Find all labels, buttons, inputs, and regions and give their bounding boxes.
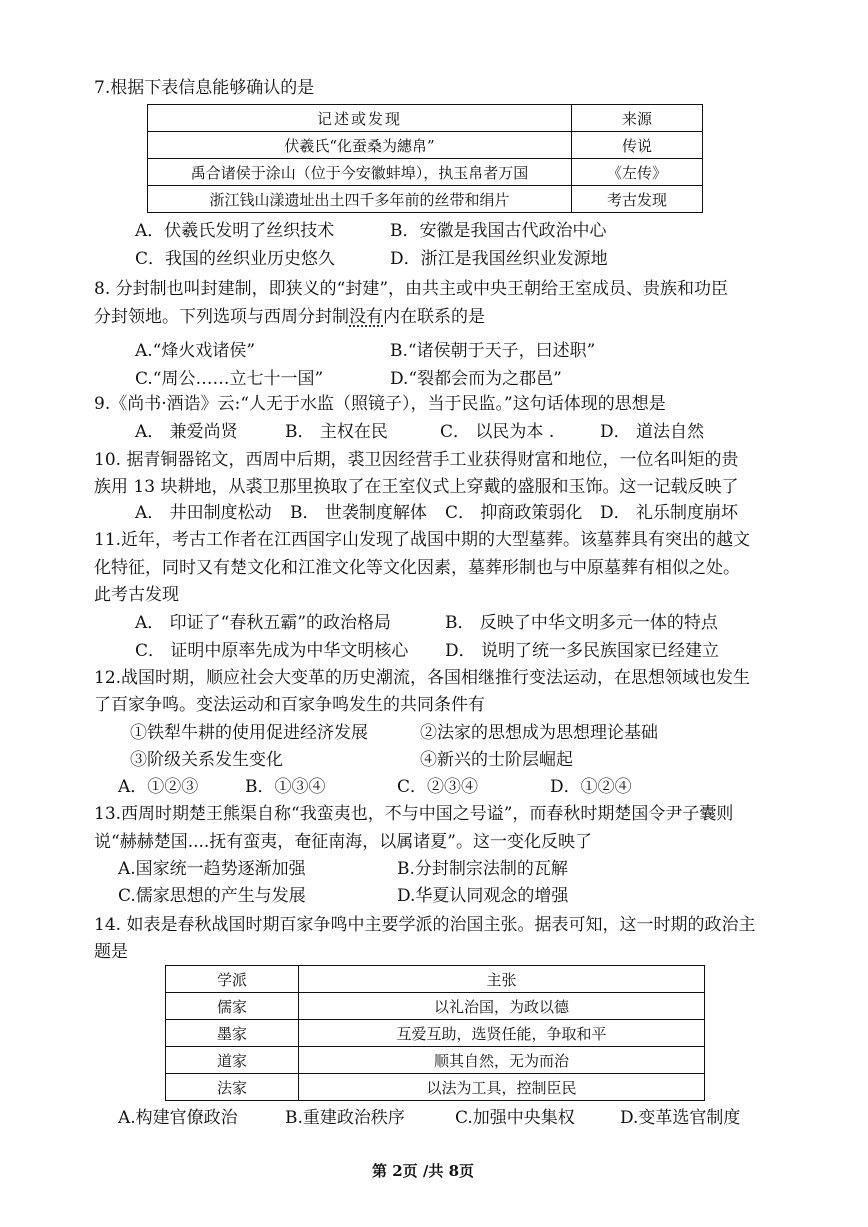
- table-cell: 禹合诸侯于涂山（位于今安徽蚌埠），执玉帛者万国: [148, 159, 572, 186]
- option-b[interactable]: B． 反映了中华文明多元一体的特点: [445, 613, 718, 633]
- option-d[interactable]: D．①②④: [550, 777, 632, 797]
- question-11-line-1: 11.近年，考古工作者在江西国字山发现了战国中期的大型墓葬。该墓葬具有突出的越文: [94, 530, 751, 550]
- table-cell: 儒家: [166, 993, 299, 1020]
- question-7-table: [147, 104, 703, 213]
- table-header-row: [166, 966, 705, 993]
- option-b[interactable]: B.重建政治秩序: [285, 1108, 405, 1128]
- option-b[interactable]: B.分封制宗法制的瓦解: [397, 859, 568, 879]
- table-cell: 传说: [572, 132, 703, 159]
- option-a[interactable]: A． 兼爱尚贤: [135, 422, 238, 442]
- question-11-line-3: 此考古发现: [94, 585, 179, 605]
- option-c[interactable]: C． 以民为本 .: [440, 422, 555, 442]
- table-cell: 道家: [166, 1047, 299, 1074]
- option-c[interactable]: C.加强中央集权: [455, 1108, 575, 1128]
- question-14-table: [165, 965, 705, 1101]
- statement-item: ②法家的思想成为思想理论基础: [420, 723, 658, 743]
- question-9-stem: 9.《尚书·酒诰》云:“人无于水监（照镜子），当于民监。”这句话体现的思想是: [94, 394, 666, 414]
- option-b[interactable]: B．①③④: [245, 777, 326, 797]
- option-d[interactable]: D.华夏认同观念的增强: [397, 886, 569, 906]
- question-13-line-2: 说“赫赫楚国....抚有蛮夷，奄征南海，以属诸夏”。这一变化反映了: [94, 832, 592, 852]
- option-c[interactable]: C．②③④: [397, 777, 479, 797]
- table-row: [166, 1074, 705, 1101]
- option-a[interactable]: A.国家统一趋势逐渐加强: [118, 859, 306, 879]
- table-cell: 互爱互助，选贤任能，争取和平: [299, 1020, 705, 1047]
- option-d[interactable]: D． 礼乐制度崩坏: [600, 503, 739, 523]
- statement-item: ①铁犁牛耕的使用促进经济发展: [130, 723, 368, 743]
- table-row: [166, 1020, 705, 1047]
- table-cell: 墨家: [166, 1020, 299, 1047]
- table-row: [148, 132, 703, 159]
- option-a[interactable]: A． 井田制度松动: [135, 503, 272, 523]
- question-8-text: 分封领地。下列选项与西周分封制: [94, 307, 349, 327]
- table-header-cell: 学派: [166, 966, 299, 993]
- question-12-line-1: 12.战国时期，顺应社会大变革的历史潮流，各国相继推行变法运动，在思想领域也发生: [94, 668, 751, 688]
- table-cell: 顺其自然，无为而治: [299, 1047, 705, 1074]
- option-c[interactable]: C.儒家思想的产生与发展: [118, 886, 306, 906]
- table-cell: 考古发现: [572, 186, 703, 213]
- question-13-line-1: 13.西周时期楚王熊渠自称“我蛮夷也，不与中国之号谥”，而春秋时期楚国令尹子囊则: [94, 804, 734, 824]
- option-b[interactable]: B.“诸侯朝于天子，曰述职”: [390, 341, 596, 361]
- option-a[interactable]: A．伏羲氏发明了丝织技术: [135, 221, 335, 241]
- table-header-cell: 主张: [299, 966, 705, 993]
- table-cell: 《左传》: [572, 159, 703, 186]
- option-d[interactable]: D.“裂都会而为之郡邑”: [390, 369, 562, 389]
- table-row: [166, 993, 705, 1020]
- option-c[interactable]: C.“周公……立七十一国”: [135, 369, 324, 389]
- question-14-line-1: 14. 如表是春秋战国时期百家争鸣中主要学派的治国主张。据表可知，这一时期的政治主: [94, 915, 756, 935]
- option-d[interactable]: D.变革选官制度: [620, 1108, 741, 1128]
- option-a[interactable]: A.“烽火戏诸侯”: [135, 341, 256, 361]
- option-b[interactable]: B． 主权在民: [285, 422, 388, 442]
- table-cell: 以法为工具，控制臣民: [299, 1074, 705, 1101]
- option-d[interactable]: D．浙江是我国丝织业发源地: [390, 249, 608, 269]
- table-header-row: [148, 105, 703, 132]
- option-a[interactable]: A.构建官僚政治: [118, 1108, 238, 1128]
- table-header-cell: 记述或发现: [148, 105, 572, 132]
- table-cell: 浙江钱山漾遗址出土四千多年前的丝带和绢片: [148, 186, 572, 213]
- option-a[interactable]: A． 印证了“春秋五霸”的政治格局: [135, 613, 392, 633]
- option-d[interactable]: D． 道法自然: [600, 422, 705, 442]
- question-8-text: 内在联系的是: [383, 307, 485, 327]
- table-cell: 法家: [166, 1074, 299, 1101]
- table-row: [166, 1047, 705, 1074]
- table-header-cell: 来源: [572, 105, 703, 132]
- question-8-line-2: [94, 306, 485, 328]
- question-8-line-1: 8. 分封制也叫封建制，即狭义的“封建”，由共主或中央王朝给王室成员、贵族和功臣: [94, 279, 729, 299]
- table-row: [148, 186, 703, 213]
- option-b[interactable]: B．安徽是我国古代政治中心: [390, 221, 607, 241]
- question-12-line-2: 了百家争鸣。变法运动和百家争鸣发生的共同条件有: [94, 695, 485, 715]
- option-c[interactable]: C．我国的丝织业历史悠久: [135, 249, 336, 269]
- page-number: 第 2页 /共 8页: [372, 1162, 475, 1180]
- question-10-line-1: 10. 据青铜器铭文，西周中后期，裘卫因经营手工业获得财富和地位，一位名叫矩的贵: [94, 450, 739, 470]
- emphasis-text: 没有: [349, 307, 383, 327]
- question-7-stem: 7.根据下表信息能够确认的是: [94, 78, 315, 98]
- option-c[interactable]: C． 抑商政策弱化: [445, 503, 583, 523]
- option-d[interactable]: D． 说明了统一多民族国家已经建立: [445, 641, 720, 661]
- option-b[interactable]: B． 世袭制度解体: [290, 503, 427, 523]
- table-cell: 伏羲氏“化蚕桑为繐帛”: [148, 132, 572, 159]
- statement-item: ③阶级关系发生变化: [130, 750, 283, 770]
- question-14-line-2: 题是: [94, 942, 128, 962]
- table-row: [148, 159, 703, 186]
- statement-item: ④新兴的士阶层崛起: [420, 750, 573, 770]
- question-10-line-2: 族用 13 块耕地，从裘卫那里换取了在王室仪式上穿戴的盛服和玉饰。这一记载反映了: [94, 477, 739, 497]
- table-cell: 以礼治国，为政以德: [299, 993, 705, 1020]
- option-c[interactable]: C． 证明中原率先成为中华文明核心: [135, 641, 409, 661]
- question-11-line-2: 化特征，同时又有楚文化和江淮文化等文化因素，墓葬形制也与中原墓葬有相似之处。: [94, 558, 740, 578]
- option-a[interactable]: A．①②③: [118, 777, 199, 797]
